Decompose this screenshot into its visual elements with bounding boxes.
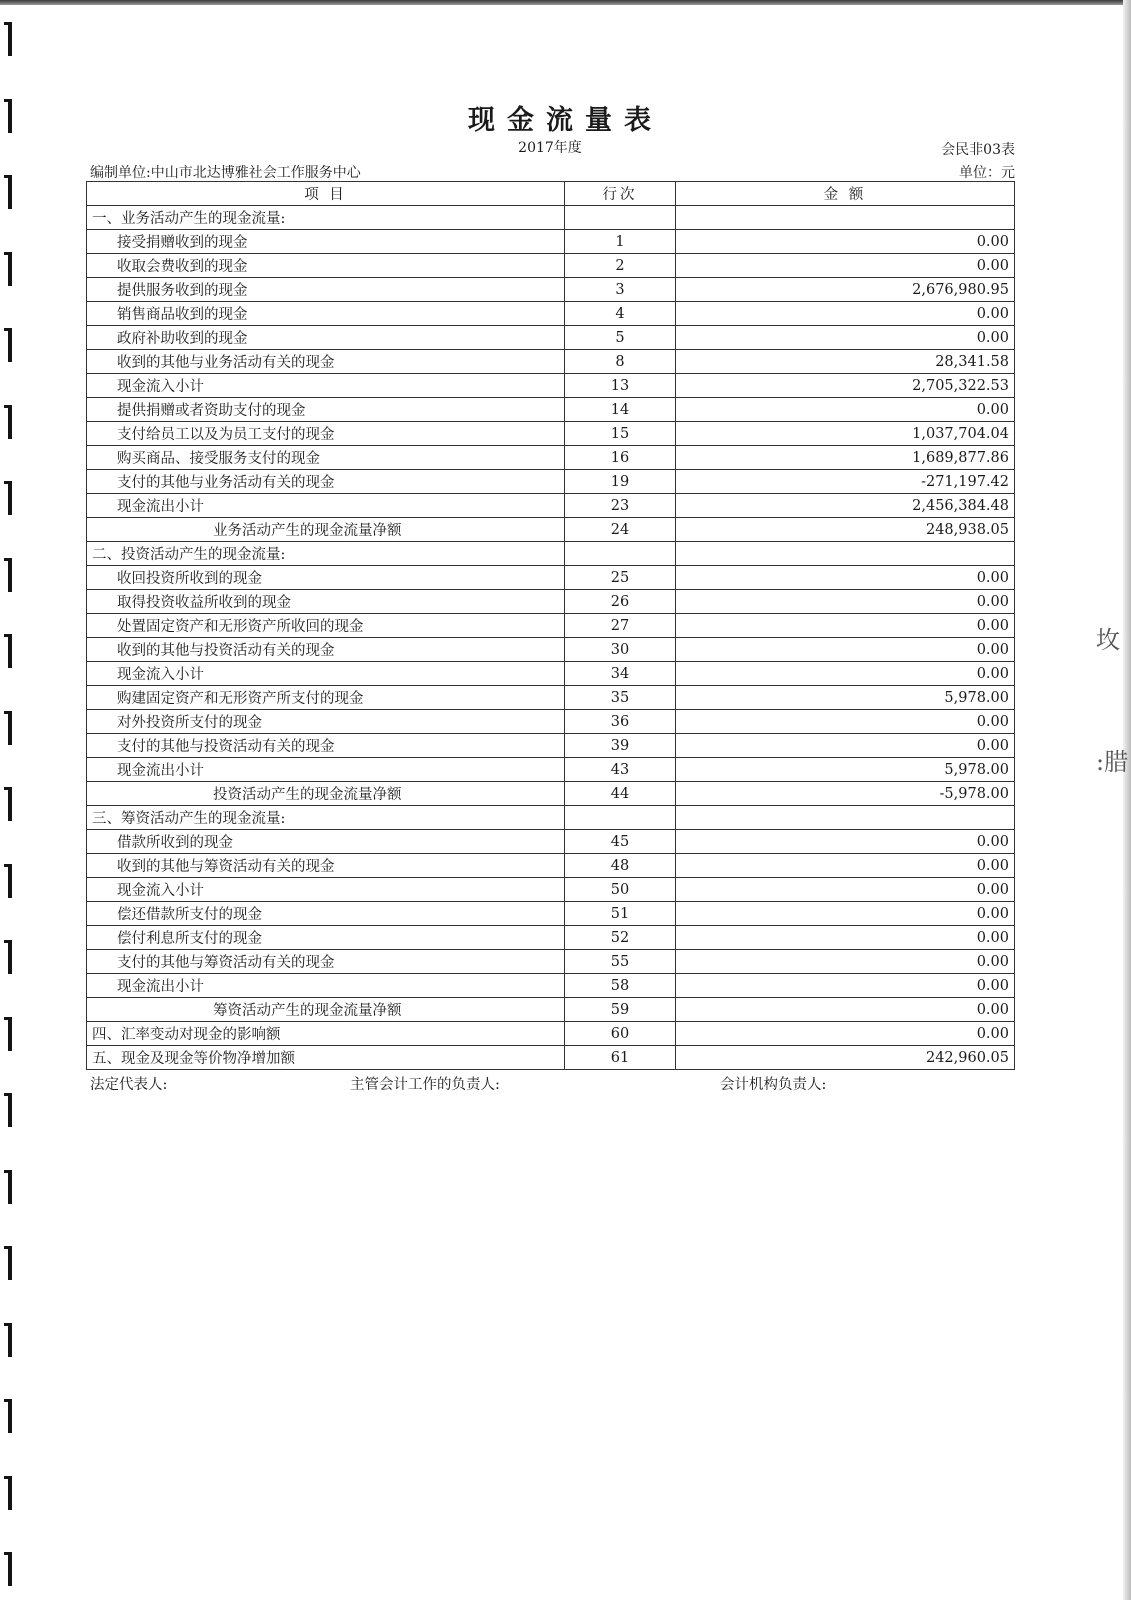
row-item: 三、筹资活动产生的现金流量: xyxy=(87,806,565,830)
row-item: 投资活动产生的现金流量净额 xyxy=(87,782,565,806)
row-amount: -271,197.42 xyxy=(675,470,1014,494)
binding-mark xyxy=(3,252,12,286)
table-row xyxy=(87,1022,1015,1046)
row-line-number: 27 xyxy=(564,614,675,638)
accounting-lead-label: 主管会计工作的负责人: xyxy=(350,1077,500,1093)
row-item: 五、现金及现金等价物净增加额 xyxy=(87,1046,565,1070)
table-row xyxy=(87,998,1015,1022)
legal-representative-label: 法定代表人: xyxy=(90,1077,168,1093)
table-body xyxy=(87,206,1015,1070)
row-item: 购建固定资产和无形资产所支付的现金 xyxy=(87,686,565,710)
row-item: 支付的其他与投资活动有关的现金 xyxy=(87,734,565,758)
row-amount: 2,456,384.48 xyxy=(675,494,1014,518)
row-line-number: 30 xyxy=(564,638,675,662)
binding-mark xyxy=(3,1170,12,1204)
binding-mark xyxy=(3,864,12,898)
row-line-number: 5 xyxy=(564,326,675,350)
table-row xyxy=(87,494,1015,518)
row-line-number: 55 xyxy=(564,950,675,974)
row-item: 收到的其他与业务活动有关的现金 xyxy=(87,350,565,374)
row-amount: 5,978.00 xyxy=(675,686,1014,710)
row-item: 现金流入小计 xyxy=(87,662,565,686)
row-amount: 0.00 xyxy=(675,590,1014,614)
binding-mark xyxy=(3,22,12,56)
row-amount xyxy=(675,542,1014,566)
row-amount: 0.00 xyxy=(675,974,1014,998)
binding-mark xyxy=(3,1323,12,1357)
table-row xyxy=(87,614,1015,638)
table-row xyxy=(87,542,1015,566)
table-row xyxy=(87,878,1015,902)
table-row xyxy=(87,758,1015,782)
row-item: 对外投资所支付的现金 xyxy=(87,710,565,734)
row-line-number: 26 xyxy=(564,590,675,614)
binding-mark xyxy=(3,787,12,821)
binding-mark xyxy=(3,1552,12,1586)
row-amount: 0.00 xyxy=(675,230,1014,254)
row-line-number: 24 xyxy=(564,518,675,542)
row-item: 收回投资所收到的现金 xyxy=(87,566,565,590)
table-row xyxy=(87,734,1015,758)
row-item: 收到的其他与筹资活动有关的现金 xyxy=(87,854,565,878)
row-line-number: 48 xyxy=(564,854,675,878)
binding-mark xyxy=(3,481,12,515)
table-row xyxy=(87,686,1015,710)
row-item: 筹资活动产生的现金流量净额 xyxy=(87,998,565,1022)
row-item: 政府补助收到的现金 xyxy=(87,326,565,350)
header-amount: 金 额 xyxy=(675,182,1014,206)
page-right-edge xyxy=(1123,0,1131,1600)
signature-line xyxy=(90,1073,1010,1093)
row-line-number xyxy=(564,542,675,566)
table-row xyxy=(87,662,1015,686)
row-line-number: 19 xyxy=(564,470,675,494)
header-line-no: 行次 xyxy=(564,182,675,206)
row-line-number: 4 xyxy=(564,302,675,326)
table-row xyxy=(87,1046,1015,1070)
row-amount: -5,978.00 xyxy=(675,782,1014,806)
row-line-number xyxy=(564,206,675,230)
row-line-number: 25 xyxy=(564,566,675,590)
organization-name: 编制单位:中山市北达博雅社会工作服务中心 xyxy=(90,165,361,181)
row-amount: 1,037,704.04 xyxy=(675,422,1014,446)
table-row xyxy=(87,422,1015,446)
row-line-number: 60 xyxy=(564,1022,675,1046)
table-row xyxy=(87,518,1015,542)
binding-mark xyxy=(3,328,12,362)
cash-flow-table xyxy=(86,181,1015,1070)
row-amount: 28,341.58 xyxy=(675,350,1014,374)
row-amount: 1,689,877.86 xyxy=(675,446,1014,470)
row-item: 提供捐赠或者资助支付的现金 xyxy=(87,398,565,422)
row-amount: 0.00 xyxy=(675,830,1014,854)
row-amount: 242,960.05 xyxy=(675,1046,1014,1070)
row-line-number: 35 xyxy=(564,686,675,710)
table-row xyxy=(87,950,1015,974)
row-line-number: 58 xyxy=(564,974,675,998)
row-line-number xyxy=(564,806,675,830)
row-amount: 2,676,980.95 xyxy=(675,278,1014,302)
row-item: 收到的其他与投资活动有关的现金 xyxy=(87,638,565,662)
row-amount: 0.00 xyxy=(675,902,1014,926)
table-row xyxy=(87,350,1015,374)
row-item: 提供服务收到的现金 xyxy=(87,278,565,302)
row-line-number: 61 xyxy=(564,1046,675,1070)
binding-mark xyxy=(3,940,12,974)
table-row xyxy=(87,566,1015,590)
binding-mark xyxy=(3,1246,12,1280)
table-row xyxy=(87,926,1015,950)
binding-mark xyxy=(3,1093,12,1127)
row-line-number: 43 xyxy=(564,758,675,782)
table-row xyxy=(87,974,1015,998)
row-line-number: 51 xyxy=(564,902,675,926)
page-title: 现金流量表 xyxy=(468,105,663,136)
row-line-number: 23 xyxy=(564,494,675,518)
row-amount: 0.00 xyxy=(675,662,1014,686)
table-row xyxy=(87,374,1015,398)
row-item: 支付的其他与筹资活动有关的现金 xyxy=(87,950,565,974)
row-item: 借款所收到的现金 xyxy=(87,830,565,854)
row-line-number: 2 xyxy=(564,254,675,278)
row-item: 业务活动产生的现金流量净额 xyxy=(87,518,565,542)
row-item: 支付的其他与业务活动有关的现金 xyxy=(87,470,565,494)
row-item: 现金流出小计 xyxy=(87,494,565,518)
edge-text-fragment: 坆 xyxy=(1096,626,1120,654)
report-year: 2017年度 xyxy=(518,140,582,156)
row-item: 收取会费收到的现金 xyxy=(87,254,565,278)
binding-marks xyxy=(0,0,30,1600)
row-line-number: 1 xyxy=(564,230,675,254)
currency-unit: 单位：元 xyxy=(959,165,1015,181)
table-row xyxy=(87,278,1015,302)
binding-mark xyxy=(3,634,12,668)
row-line-number: 14 xyxy=(564,398,675,422)
row-line-number: 44 xyxy=(564,782,675,806)
row-item: 取得投资收益所收到的现金 xyxy=(87,590,565,614)
row-amount: 2,705,322.53 xyxy=(675,374,1014,398)
row-item: 销售商品收到的现金 xyxy=(87,302,565,326)
row-line-number: 15 xyxy=(564,422,675,446)
table-row xyxy=(87,782,1015,806)
row-amount: 0.00 xyxy=(675,302,1014,326)
binding-mark xyxy=(3,1399,12,1433)
table-row xyxy=(87,638,1015,662)
row-line-number: 13 xyxy=(564,374,675,398)
header-item: 项 目 xyxy=(87,182,565,206)
row-item: 接受捐赠收到的现金 xyxy=(87,230,565,254)
row-item: 二、投资活动产生的现金流量: xyxy=(87,542,565,566)
row-amount: 0.00 xyxy=(675,326,1014,350)
row-amount: 0.00 xyxy=(675,926,1014,950)
row-amount: 0.00 xyxy=(675,254,1014,278)
table-row xyxy=(87,206,1015,230)
row-line-number: 8 xyxy=(564,350,675,374)
row-line-number: 45 xyxy=(564,830,675,854)
table-row xyxy=(87,326,1015,350)
row-item: 现金流出小计 xyxy=(87,974,565,998)
row-amount: 248,938.05 xyxy=(675,518,1014,542)
row-line-number: 36 xyxy=(564,710,675,734)
table-row xyxy=(87,470,1015,494)
row-amount: 0.00 xyxy=(675,734,1014,758)
row-line-number: 3 xyxy=(564,278,675,302)
row-line-number: 52 xyxy=(564,926,675,950)
row-amount: 0.00 xyxy=(675,1022,1014,1046)
table-row xyxy=(87,902,1015,926)
row-amount: 0.00 xyxy=(675,998,1014,1022)
form-code: 会民非03表 xyxy=(941,142,1015,158)
binding-mark xyxy=(3,1476,12,1510)
row-line-number: 16 xyxy=(564,446,675,470)
row-amount: 0.00 xyxy=(675,614,1014,638)
table-row xyxy=(87,302,1015,326)
table-row xyxy=(87,854,1015,878)
row-amount xyxy=(675,206,1014,230)
table-row xyxy=(87,398,1015,422)
accounting-dept-head-label: 会计机构负责人: xyxy=(720,1077,827,1093)
row-item: 现金流入小计 xyxy=(87,878,565,902)
row-amount: 0.00 xyxy=(675,566,1014,590)
binding-mark xyxy=(3,558,12,592)
table-row xyxy=(87,806,1015,830)
page-top-edge xyxy=(0,0,1131,5)
row-item: 现金流入小计 xyxy=(87,374,565,398)
row-line-number: 50 xyxy=(564,878,675,902)
row-amount: 0.00 xyxy=(675,878,1014,902)
row-amount: 5,978.00 xyxy=(675,758,1014,782)
row-line-number: 59 xyxy=(564,998,675,1022)
row-item: 支付给员工以及为员工支付的现金 xyxy=(87,422,565,446)
table-row xyxy=(87,446,1015,470)
table-row xyxy=(87,230,1015,254)
binding-mark xyxy=(3,175,12,209)
row-amount: 0.00 xyxy=(675,854,1014,878)
row-item: 现金流出小计 xyxy=(87,758,565,782)
edge-text-fragment: :腊 xyxy=(1096,748,1128,776)
row-item: 处置固定资产和无形资产所收回的现金 xyxy=(87,614,565,638)
binding-mark xyxy=(3,1017,12,1051)
row-amount xyxy=(675,806,1014,830)
row-item: 一、业务活动产生的现金流量: xyxy=(87,206,565,230)
table-row xyxy=(87,710,1015,734)
row-item: 四、汇率变动对现金的影响额 xyxy=(87,1022,565,1046)
table-row xyxy=(87,590,1015,614)
row-item: 偿还借款所支付的现金 xyxy=(87,902,565,926)
table-header-row xyxy=(87,182,1015,206)
row-line-number: 34 xyxy=(564,662,675,686)
row-amount: 0.00 xyxy=(675,638,1014,662)
row-amount: 0.00 xyxy=(675,710,1014,734)
binding-mark xyxy=(3,711,12,745)
row-line-number: 39 xyxy=(564,734,675,758)
binding-mark xyxy=(3,405,12,439)
table-row xyxy=(87,830,1015,854)
row-amount: 0.00 xyxy=(675,950,1014,974)
row-item: 偿付利息所支付的现金 xyxy=(87,926,565,950)
row-item: 购买商品、接受服务支付的现金 xyxy=(87,446,565,470)
row-amount: 0.00 xyxy=(675,398,1014,422)
table-row xyxy=(87,254,1015,278)
